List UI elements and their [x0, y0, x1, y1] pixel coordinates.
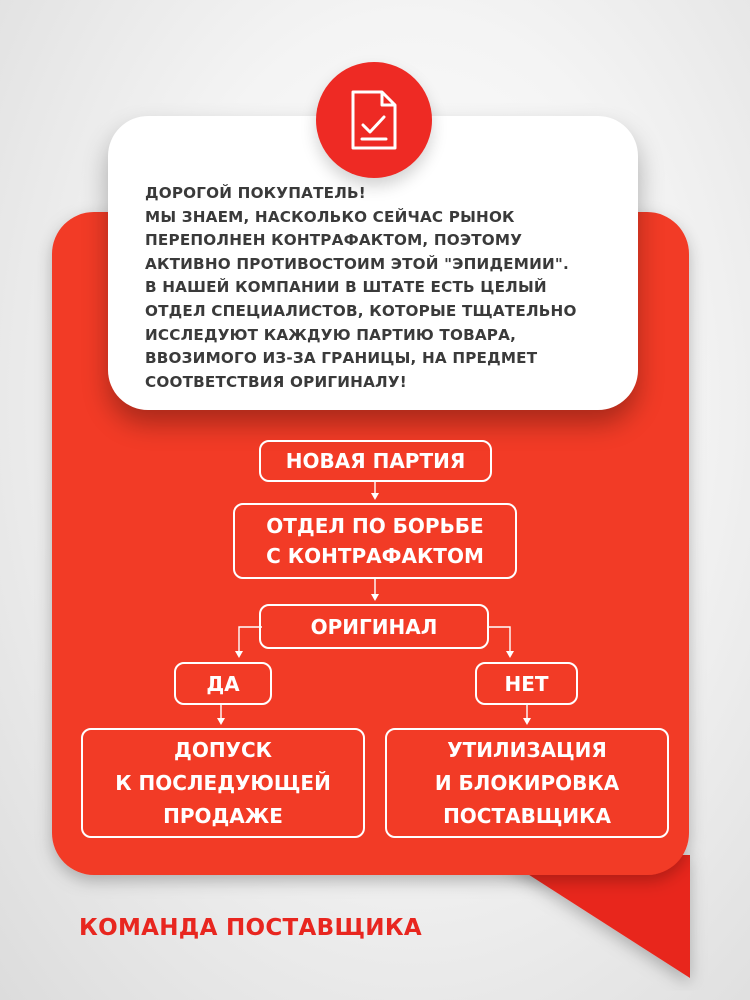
flow-node-original: [259, 604, 489, 649]
flow-node-label: И БЛОКИРОВКА: [434, 770, 620, 795]
document-badge: [316, 62, 432, 178]
notice-text: [145, 182, 618, 394]
flow-node-label: УТИЛИЗАЦИЯ: [447, 737, 607, 762]
notice-line: В НАШЕЙ КОМПАНИИ В ШТАТЕ ЕСТЬ ЦЕЛЫЙ: [145, 278, 547, 297]
flow-node-no: [475, 662, 578, 705]
notice-line: ОТДЕЛ СПЕЦИАЛИСТОВ, КОТОРЫЕ ТЩАТЕЛЬНО: [145, 301, 577, 320]
flow-node-department: [233, 503, 517, 579]
notice-line: ИССЛЕДУЮТ КАЖДУЮ ПАРТИЮ ТОВАРА,: [145, 325, 517, 344]
flow-node-label: К ПОСЛЕДУЮЩЕЙ: [115, 770, 331, 795]
document-check-icon: [350, 89, 398, 151]
notice-line: СООТВЕТСТВИЯ ОРИГИНАЛУ!: [145, 372, 407, 391]
notice-line: ВВОЗИМОГО ИЗ-ЗА ГРАНИЦЫ, НА ПРЕДМЕТ: [145, 349, 538, 368]
flow-node-label: НОВАЯ ПАРТИЯ: [285, 449, 466, 473]
notice-line: АКТИВНО ПРОТИВОСТОИМ ЭТОЙ "ЭПИДЕМИИ".: [145, 254, 569, 273]
flow-node-label: ПОСТАВЩИКА: [443, 803, 611, 828]
notice-line: МЫ ЗНАЕМ, НАСКОЛЬКО СЕЙЧАС РЫНОК: [145, 207, 515, 226]
flow-node-label: ДОПУСК: [174, 737, 272, 762]
flow-node-label: ДА: [206, 671, 240, 696]
flow-node-yes-result: [81, 728, 365, 838]
flow-node-label: ОТДЕЛ ПО БОРЬБЕ: [266, 514, 484, 538]
team-signature: КОМАНДА ПОСТАВЩИКА: [79, 915, 423, 941]
flow-node-no-result: [385, 728, 669, 838]
flow-node-label: С КОНТРАФАКТОМ: [266, 544, 484, 568]
flow-node-label: ПРОДАЖЕ: [163, 803, 283, 828]
flow-node-yes: [174, 662, 272, 705]
flow-node-new-batch: [259, 440, 492, 482]
flow-node-label: НЕТ: [504, 671, 549, 696]
notice-line: ПЕРЕПОЛНЕН КОНТРАФАКТОМ, ПОЭТОМУ: [145, 231, 523, 250]
notice-line: ДОРОГОЙ ПОКУПАТЕЛЬ!: [145, 184, 366, 202]
flow-node-label: ОРИГИНАЛ: [310, 614, 438, 639]
